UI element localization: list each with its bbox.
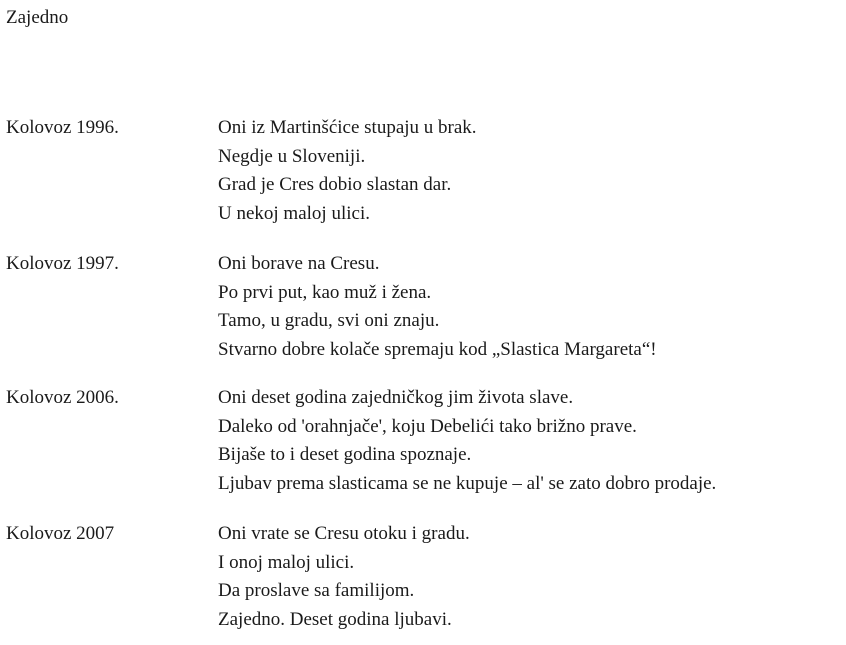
verse-line: Da proslave sa familijom. [218,580,415,601]
entry-date: Kolovoz 2006. [6,387,119,408]
verse-line: U nekoj maloj ulici. [218,202,370,224]
verse-line: Bijaše to i deset godina spoznaje. [218,444,472,465]
verse-line: Oni iz Martinšćice stupaju u brak. [218,117,477,138]
verse-line: I onoj maloj ulici. [218,551,355,573]
verse-line: Grad je Cres dobio slastan dar. [218,174,452,195]
verse-line: Oni vrate se Cresu otoku i gradu. [218,523,470,544]
document-title: Zajedno [6,7,69,28]
entry-date: Kolovoz 2007 [6,523,115,544]
verse-line: Negdje u Sloveniji. [218,145,366,167]
entry-date: Kolovoz 1996. [6,117,119,138]
verse-line: Tamo, u gradu, svi oni znaju. [218,310,440,331]
verse-line: Oni deset godina zajedničkog jim života slave. [218,387,574,408]
verse-line: Daleko od 'orahnjače', koju Debelići tako brižno prave. [218,415,637,437]
entry-date: Kolovoz 1997. [6,253,119,274]
entry-verses [218,250,840,364]
verse-line: Stvarno dobre kolače spremaju kod „Slastica Margareta“! [218,338,657,360]
verse-line: Ljubav prema slasticama se ne kupuje – al' se zato dobro prodaje. [218,472,717,494]
entry-verses [218,114,840,228]
verse-line: Oni borave na Cresu. [218,253,380,274]
verse-line: Zajedno. Deset godina ljubavi. [218,608,452,630]
entry-verses [218,520,840,634]
verse-line: Po prvi put, kao muž i žena. [218,281,432,303]
entry-verses [218,384,840,498]
